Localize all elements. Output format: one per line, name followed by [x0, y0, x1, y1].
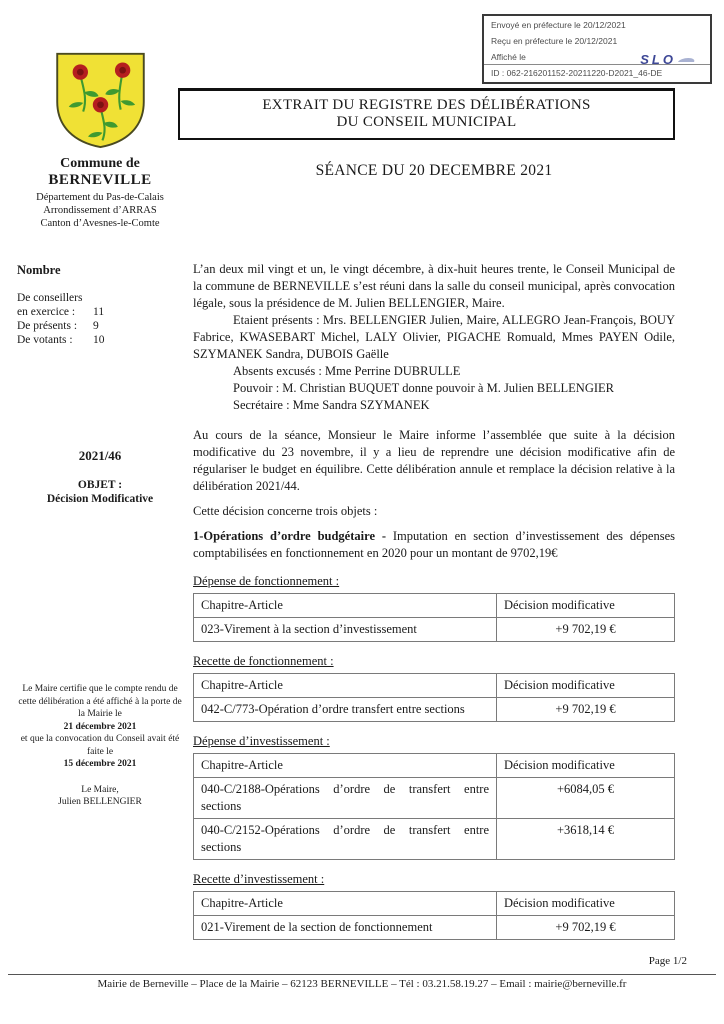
cell-montant: +9 702,19 € — [497, 916, 675, 940]
commune-departement: Département du Pas-de-Calais — [36, 192, 164, 203]
objet-value: Décision Modificative — [46, 493, 154, 505]
budget-table — [193, 593, 675, 642]
commune-label: Commune de — [60, 156, 140, 171]
certif-posted-date: 21 décembre 2021 — [63, 721, 137, 732]
table-header-row — [194, 754, 675, 778]
objet-1-text: Imputation en section d’investissement des dépenses comptabilisées en fonctionnement en 2020 pour un montant de 9702,19€ — [193, 529, 675, 560]
counts-conseillers-label: De conseillers — [17, 292, 83, 304]
paragraph-pouvoir: Pouvoir : M. Christian BUQUET donne pouvoir à M. Julien BELLENGIER — [233, 381, 614, 395]
cell-article: 040-C/2188-Opérations d’ordre de transfert entre sections — [194, 778, 497, 819]
objet-1-lead: 1-Opérations d’ordre budgétaire - — [193, 529, 393, 543]
table-caption: Dépense d’investissement : — [193, 734, 330, 748]
counts-presents-row — [17, 319, 185, 333]
paragraph-opening: L’an deux mil vingt et un, le vingt décembre, à dix-huit heures trente, le Conseil Municipal de la commune de BERNEVILLE s’est réuni dans la salle du conseil municipal, après convocation légale, sous la présidence de M. Julien BELLENGIER, Maire. — [193, 262, 675, 310]
paragraph-absents: Absents excusés : Mme Perrine DUBRULLE — [233, 364, 461, 378]
certif-convocation-date: 15 décembre 2021 — [63, 759, 137, 769]
presents-value: 9 — [93, 320, 99, 332]
counts-exercice-row — [17, 305, 185, 319]
slo-logo — [640, 52, 694, 67]
table-header-row — [194, 594, 675, 618]
col-chapitre-article: Chapitre-Article — [194, 594, 497, 618]
paragraph-presents: Etaient présents : Mrs. BELLENGIER Julien, Maire, ALLEGRO Jean-François, BOUY Fabrice, KWASEBART Michel, LALY Olivier, PIGACHE Romuald, Mmes PAYEN Odile, SZYMANEK Sandra, DUBOIS Gaëlle — [193, 313, 675, 361]
exercice-label: en exercice : — [17, 306, 76, 318]
table-section-depense-investissement — [193, 733, 675, 860]
stamp-id-line: ID : 062-216201152-20211220-D2021_46-DE — [484, 64, 710, 82]
certif-text-1: Le Maire certifie que le compte rendu de cette délibération a été affiché à la porte de la Mairie le — [18, 684, 182, 719]
table-row — [194, 819, 675, 860]
table-row — [194, 778, 675, 819]
commune-identity — [15, 50, 185, 230]
table-header-row — [194, 674, 675, 698]
slo-logo-text: SLO — [640, 52, 676, 67]
table-row — [194, 618, 675, 642]
table-section-recette-investissement — [193, 871, 675, 940]
register-title-box — [178, 88, 675, 140]
budget-table — [193, 753, 675, 860]
table-row — [194, 698, 675, 722]
council-counts — [17, 263, 185, 347]
budget-table — [193, 891, 675, 940]
exercice-value: 11 — [93, 306, 105, 318]
cell-montant: +6084,05 € — [497, 778, 675, 819]
signature-name: Julien BELLENGIER — [58, 797, 142, 807]
col-decision-modificative: Décision modificative — [497, 594, 675, 618]
paragraph-trois-objets: Cette décision concerne trois objets : — [193, 504, 378, 518]
objet-label: OBJET : — [77, 479, 123, 491]
counts-title: Nombre — [17, 263, 61, 277]
cell-montant: +9 702,19 € — [497, 698, 675, 722]
cell-article: 021-Virement de la section de fonctionnement — [194, 916, 497, 940]
votants-value: 10 — [93, 334, 105, 346]
objet-block — [15, 478, 185, 506]
footer-address: Mairie de Berneville – Place de la Mairie – 62123 BERNEVILLE – Tél : 03.21.58.19.27 – Email : mairie@berneville.fr — [97, 978, 627, 990]
deliberation-number: 2021/46 — [78, 448, 122, 463]
table-section-depense-fonctionnement — [193, 573, 675, 642]
prefecture-stamp — [482, 14, 712, 84]
mayor-certification — [15, 683, 185, 809]
votants-label: De votants : — [17, 334, 73, 346]
col-chapitre-article: Chapitre-Article — [194, 674, 497, 698]
certif-text-2: et que la convocation du Conseil avait été faite le — [20, 734, 180, 757]
coat-of-arms-icon — [52, 50, 149, 150]
paragraph-context: Au cours de la séance, Monsieur le Maire informe l’assemblée que suite à la décision modificative du 23 novembre, il y a lieu de reprendre une décision modificative afin de régulariser le budget en équilibre. Cette délibération annule et remplace la décision relative à la délibération 2021/44. — [193, 428, 675, 493]
table-row — [194, 916, 675, 940]
col-chapitre-article: Chapitre-Article — [194, 892, 497, 916]
col-decision-modificative: Décision modificative — [497, 892, 675, 916]
cell-montant: +3618,14 € — [497, 819, 675, 860]
table-caption: Dépense de fonctionnement : — [193, 574, 340, 588]
commune-arrondissement: Arrondissement d’ARRAS — [43, 205, 157, 216]
session-title: SÉANCE DU 20 DECEMBRE 2021 — [315, 162, 553, 179]
stamp-sent-line: Envoyé en préfecture le 20/12/2021 — [491, 20, 626, 30]
paragraph-objet-1 — [193, 528, 675, 562]
table-header-row — [194, 892, 675, 916]
counts-votants-row — [17, 333, 185, 347]
cell-article: 023-Virement à la section d’investissement — [194, 618, 497, 642]
footer-divider — [8, 974, 716, 975]
stamp-received-line: Reçu en préfecture le 20/12/2021 — [491, 36, 618, 46]
commune-canton: Canton d’Avesnes-le-Comte — [40, 218, 160, 229]
budget-table — [193, 673, 675, 722]
table-caption: Recette de fonctionnement : — [193, 654, 334, 668]
col-chapitre-article: Chapitre-Article — [194, 754, 497, 778]
deliberation-body — [193, 261, 675, 940]
presents-label: De présents : — [17, 320, 78, 332]
register-title-line1: EXTRAIT DU REGISTRE DES DÉLIBÉRATIONS — [262, 97, 591, 113]
page-number: Page 1/2 — [648, 955, 687, 967]
table-section-recette-fonctionnement — [193, 653, 675, 722]
table-caption: Recette d’investissement : — [193, 872, 325, 886]
register-title-line2: DU CONSEIL MUNICIPAL — [336, 114, 517, 130]
slo-swoosh-icon — [678, 58, 696, 62]
cell-article: 040-C/2152-Opérations d’ordre de transfert entre sections — [194, 819, 497, 860]
col-decision-modificative: Décision modificative — [497, 674, 675, 698]
col-decision-modificative: Décision modificative — [497, 754, 675, 778]
paragraph-secretaire: Secrétaire : Mme Sandra SZYMANEK — [233, 398, 430, 412]
cell-montant: +9 702,19 € — [497, 618, 675, 642]
cell-article: 042-C/773-Opération d’ordre transfert entre sections — [194, 698, 497, 722]
commune-name: BERNEVILLE — [48, 172, 152, 188]
signature-role: Le Maire, — [81, 784, 119, 795]
stamp-posted-line: Affiché le — [491, 52, 526, 62]
